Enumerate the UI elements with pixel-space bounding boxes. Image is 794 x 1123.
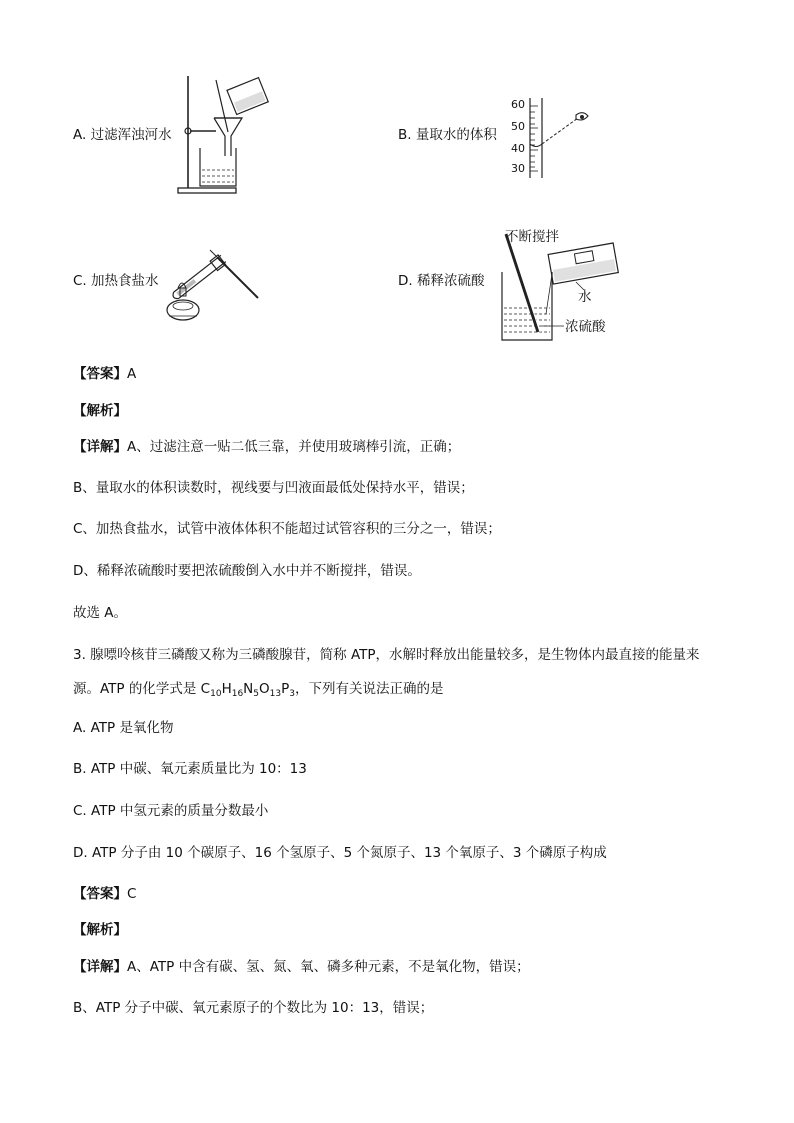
option-b-label: B. 量取水的体积 bbox=[398, 127, 497, 143]
chemical-formula: $C_{10}H_{16}N_5O_{13}P_3$ bbox=[200, 681, 295, 699]
filtration-apparatus-figure bbox=[176, 72, 288, 196]
q3-analysis-tag: 【解析】 bbox=[73, 922, 127, 938]
q3-option-d: D. ATP 分子由 10 个碳原子、16 个氢原子、5 个氮原子、13 个氧原子、3 个磷原子构成 bbox=[73, 845, 607, 861]
stem-text: 源。ATP 的化学式是 bbox=[73, 681, 201, 697]
q2-answer bbox=[73, 364, 136, 384]
option-c-label: C. 加热食盐水 bbox=[73, 273, 159, 289]
q2-detail-line bbox=[73, 437, 460, 457]
label-concentrated-acid: 浓硫酸 bbox=[565, 319, 606, 335]
tick-label: 60 bbox=[511, 98, 525, 111]
q3-detail-line: B、ATP 分子中碳、氧元素原子的个数比为 10：13，错误； bbox=[73, 1000, 434, 1016]
detail-tag: 【详解】 bbox=[73, 439, 127, 455]
q3-option-a: A. ATP 是氧化物 bbox=[73, 720, 174, 736]
q3-option-b: B. ATP 中碳、氧元素质量比为 10：13 bbox=[73, 761, 307, 777]
detail-text: A、ATP 中含有碳、氢、氮、氧、磷多种元素，不是氧化物，错误； bbox=[127, 959, 530, 975]
q3-stem-line2 bbox=[73, 679, 444, 704]
answer-tag: 【答案】 bbox=[73, 366, 127, 382]
q3-option-c: C. ATP 中氢元素的质量分数最小 bbox=[73, 803, 269, 819]
q2-conclusion: 故选 A。 bbox=[73, 605, 128, 621]
q2-detail-line: C、加热食盐水，试管中液体体积不能超过试管容积的三分之一，错误； bbox=[73, 521, 501, 537]
heating-test-tube-figure bbox=[160, 230, 262, 330]
label-stir: 不断搅拌 bbox=[505, 229, 559, 245]
tick-label: 40 bbox=[511, 142, 525, 155]
q3-detail-line bbox=[73, 957, 530, 977]
detail-text: A、过滤注意一贴二低三靠，并使用玻璃棒引流，正确； bbox=[127, 439, 461, 455]
q2-analysis-tag: 【解析】 bbox=[73, 403, 127, 419]
graduated-cylinder-figure bbox=[528, 98, 598, 180]
option-a-label: A. 过滤浑浊河水 bbox=[73, 127, 172, 143]
q2-detail-line: B、量取水的体积读数时，视线要与凹液面最低处保持水平，错误； bbox=[73, 480, 474, 496]
answer-value: A bbox=[127, 366, 137, 382]
answer-value: C bbox=[127, 886, 137, 902]
q2-detail-line: D、稀释浓硫酸时要把浓硫酸倒入水中并不断搅拌，错误。 bbox=[73, 563, 421, 579]
tick-label: 30 bbox=[511, 162, 525, 175]
detail-tag: 【详解】 bbox=[73, 959, 127, 975]
label-water: 水 bbox=[578, 289, 592, 305]
option-d-label: D. 稀释浓硫酸 bbox=[398, 273, 485, 289]
stem-text: ，下列有关说法正确的是 bbox=[295, 681, 444, 697]
tick-label: 50 bbox=[511, 120, 525, 133]
answer-tag: 【答案】 bbox=[73, 886, 127, 902]
q3-stem-line1: 3. 腺嘌呤核苷三磷酸又称为三磷酸腺苷，简称 ATP，水解时释放出能量较多，是生物体内最直接的能量来 bbox=[73, 647, 700, 663]
q3-answer bbox=[73, 884, 136, 904]
